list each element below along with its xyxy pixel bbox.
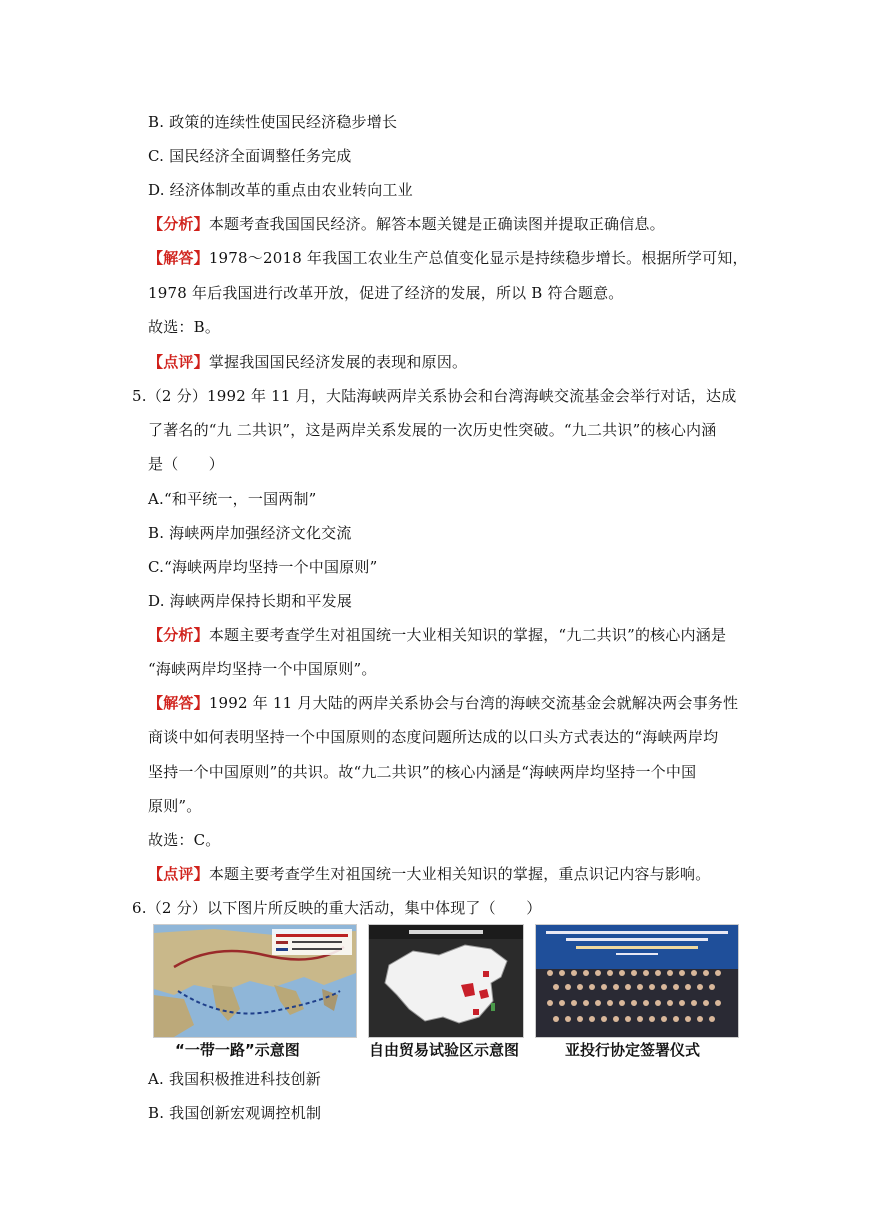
answer-text: 1992 年 11 月大陆的两岸关系协会与台湾的海峡交流基金会就解决两会事务性 [208,694,739,712]
q5-stem-line3: 是（ ） [148,455,225,473]
q5-option-a: A.“和平统一，一国两制” [148,490,317,508]
comment-tag: 【点评】 [148,353,209,371]
answer-tag: 【解答】 [148,249,209,267]
q5-option-b: B. 海峡两岸加强经济文化交流 [148,524,352,542]
comment-tag: 【点评】 [148,865,209,883]
analysis-tag: 【分析】 [148,215,209,233]
q5-option-c: C.“海峡两岸均坚持一个中国原则” [148,558,378,576]
q4-answer [148,248,748,268]
q4-option-c: C. 国民经济全面调整任务完成 [148,147,352,165]
comment-text: 本题主要考查学生对祖国统一大业相关知识的掌握，重点识记内容与影响。 [208,865,711,883]
belt-road-caption: “一带一路”示意图 [175,1041,300,1059]
answer-text: 1978～2018 年我国工农业生产总值变化显示是持续稳步增长。根据所学可知， [208,249,748,267]
free-trade-zone-caption: 自由贸易试验区示意图 [369,1041,520,1059]
q5-answer [148,693,738,713]
belt-road-map-image [153,924,357,1038]
q4-answer-line2: 1978 年后我国进行改革开放，促进了经济的发展，所以 B 符合题意。 [148,284,624,302]
q5-choose: 故选：C。 [148,831,221,849]
q5-comment [148,864,710,884]
q5-stem-line2: 了著名的“九 二共识”，这是两岸关系发展的一次历史性突破。“九二共识”的核心内涵 [148,421,717,439]
analysis-tag: 【分析】 [148,626,209,644]
answer-tag: 【解答】 [148,694,209,712]
q5-answer-line4: 原则”。 [148,797,202,815]
q6-option-b: B. 我国创新宏观调控机制 [148,1104,322,1122]
aiib-signing-caption: 亚投行协定签署仪式 [565,1041,701,1059]
q5-option-d: D. 海峡两岸保持长期和平发展 [148,592,353,610]
q4-analysis [148,214,665,234]
aiib-signing-photo-image [535,924,739,1038]
q5-answer-line3: 坚持一个中国原则”的共识。故“九二共识”的核心内涵是“海峡两岸均坚持一个中国 [148,763,697,781]
china-map-icon [369,925,523,1037]
analysis-text: 本题主要考查学生对祖国统一大业相关知识的掌握，“九二共识”的核心内涵是 [208,626,727,644]
q6-option-a: A. 我国积极推进科技创新 [148,1070,321,1088]
analysis-text: 本题考查我国国民经济。解答本题关键是正确读图并提取正确信息。 [208,215,665,233]
q4-option-d: D. 经济体制改革的重点由农业转向工业 [148,181,413,199]
q4-choose: 故选：B。 [148,318,221,336]
q5-analysis [148,625,726,645]
q4-comment [148,352,467,372]
group-photo-icon [536,925,738,1037]
q5-answer-line2: 商谈中如何表明坚持一个中国原则的态度问题所达成的以口头方式表达的“海峡两岸均 [148,728,719,746]
comment-text: 掌握我国国民经济发展的表现和原因。 [208,353,468,371]
belt-road-map-icon [154,925,356,1037]
q5-stem-line1: 5.（2 分）1992 年 11 月，大陆海峡两岸关系协会和台湾海峡交流基金会举行对话，达成 [132,387,737,405]
free-trade-zone-map-image [368,924,524,1038]
q6-stem: 6.（2 分）以下图片所反映的重大活动，集中体现了（ ） [132,899,542,917]
q5-analysis-line2: “海峡两岸均坚持一个中国原则”。 [148,660,377,678]
q4-option-b: B. 政策的连续性使国民经济稳步增长 [148,113,398,131]
